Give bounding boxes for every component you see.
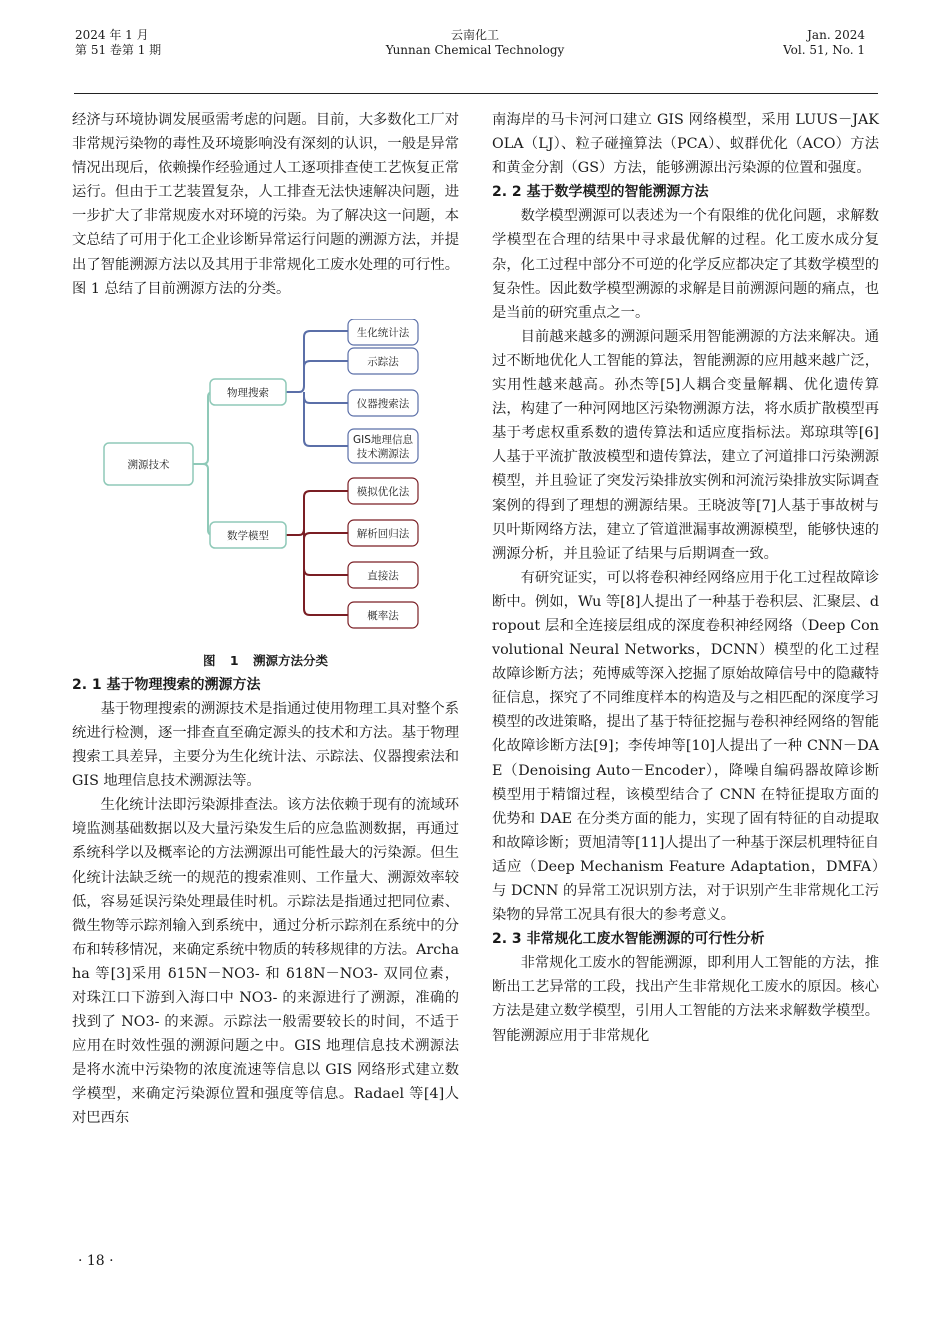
leaf-probability-label: 概率法 <box>367 609 399 622</box>
leaf-tracer-label: 示踪法 <box>367 355 399 368</box>
header-volume-en: Vol. 51, No. 1 <box>783 43 865 57</box>
journal-title-en: Yunnan Chemical Technology <box>385 43 565 57</box>
connectors-math <box>286 491 348 615</box>
left-paragraph-1: 经济与环境协调发展亟需考虑的问题。目前，大多数化工厂对非常规污染物的毒性及环境影响没有深刻的认识，一般是异常情况出现后，依赖操作经验通过人工逐项排查使工艺恢复正常运行。但由于工艺装置复杂，人工排查无法快速解决问题，进一步扩大了非常规废水对环境的污染。为了解决这一问题，本文总结了可用于化工企业诊断异常运行问题的溯源方法，并提出了智能溯源方法以及其用于非常规化工废水处理的可行性。图 1 总结了目前溯源方法的分类。 <box>72 112 459 297</box>
header-date-en: Jan. 2024 <box>807 28 865 42</box>
right-paragraph-4: 有研究证实，可以将卷积神经网络应用于化工过程故障诊断中。例如，Wu 等[8]人提出了一种基于卷积层、汇聚层、dropout 层和全连接层组成的深度卷积神经网络（Deep Convolutional Neural Networks，DCNN）模型的化工过程故障诊断方法；苑博威等深入挖掘了原始故障信号中的隐藏特征信息，探究了不同维度样本的构造及与之相匹配的深度学习模型的改进策略，提出了基于特征挖掘与卷积神经网络的智能化故障诊断方法[9]；李传坤等[10]人提出了一种 CNN－DAE（Denoising Auto－Encoder），降噪自编码器故障诊断模型用于精馏过程，该模型结合了 CNN 在特征提取方面的优势和 DAE 在分类方面的能力，实现了固有特征的自动提取和故障诊断；贾旭清等[11]人提出了一种基于深层机理特征自适应（Deep Mechanism Feature Adaptation，DMFA）与 DCNN 的异常工况识别方法，对于识别产生非常规化工污染物的异常工况具有很大的参考意义。 <box>492 569 879 924</box>
figure-1 <box>72 319 459 647</box>
left-paragraph-2: 基于物理搜索的溯源技术是指通过使用物理工具对整个系统进行检测，逐一排查直至确定源头的技术和方法。基于物理搜索工具差异，主要分为生化统计法、示踪法、仪器搜索法和 GIS 地理信息技术溯源法等。 <box>72 700 459 790</box>
right-paragraph-5: 非常规化工废水的智能溯源，即利用人工智能的方法，推断出工艺异常的工段，找出产生非常规化工废水的原因。核心方法是建立数学模型，引用人工智能的方法来求解数学模型。智能溯源应用于非常规化 <box>492 955 879 1044</box>
header-volume-cn: 第 51 卷第 1 期 <box>75 43 162 57</box>
right-column <box>492 108 879 1048</box>
leaf-simopt-label: 模拟优化法 <box>356 485 410 498</box>
figure-1-diagram <box>72 319 459 647</box>
leaf-direct-label: 直接法 <box>367 569 399 582</box>
leaf-instrument-label: 仪器搜索法 <box>356 397 410 410</box>
left-paragraph-3: 生化统计法即污染源排查法。该方法依赖于现有的流域环境监测基础数据以及大量污染发生后的应急监测数据，再通过系统科学以及概率论的方法溯源出可能性最大的污染源。但生化统计法缺乏统一的规范的搜索准则、工作量大、溯源效率较低，容易延误污染处理最佳时机。示踪法是指通过把同位素、微生物等示踪剂输入到系统中，通过分析示踪剂在系统中的分布和转移情况，来确定系统中物质的转移规律的方法。Archaha 等[3]采用 δ15N－NO3- 和 δ18N－NO3- 双同位素，对珠江口下游到入海口中 NO3- 的来源进行了溯源，准确的找到了 NO3- 的来源。示踪法一般需要较长的时间，不适于应用在时效性强的溯源问题之中。GIS 地理信息技术溯源法是将水流中污染物的浓度流速等信息以 GIS 网络形式建立数学模型，来确定污染源位置和强度等信息。Radael 等[4]人对巴西东 <box>72 797 459 1127</box>
leaf-gis-label-line1: GIS地理信息 <box>353 433 413 446</box>
header-rule <box>74 93 878 94</box>
section-2-2-title: 2. 2 基于数学模型的智能溯源方法 <box>492 184 709 201</box>
branch-math-label: 数学模型 <box>227 529 269 542</box>
section-2-3-title: 2. 3 非常规化工废水智能溯源的可行性分析 <box>492 931 765 948</box>
page-number: · 18 · <box>78 1253 114 1269</box>
journal-title-cn: 云南化工 <box>450 28 499 42</box>
header-date-cn: 2024 年 1 月 <box>75 28 149 42</box>
branch-physical-label: 物理搜索 <box>227 386 269 399</box>
leaf-gis-label-line2: 技术溯源法 <box>356 447 410 460</box>
right-paragraph-1: 南海岸的马卡河河口建立 GIS 网络模型，采用 LUUS－JAKOLA（LJ）、粒子碰撞算法（PCA）、蚁群优化（ACO）方法和黄金分割（GS）方法，能够溯源出污染源的位置和强度。 <box>492 112 879 177</box>
right-paragraph-2: 数学模型溯源可以表述为一个有限维的优化问题，求解数学模型在合理的结果中寻求最优解的过程。化工废水成分复杂，化工过程中部分不可逆的化学反应都决定了其数学模型的复杂性。因此数学模型溯源的求解是目前溯源问题的痛点，也是当前的研究重点之一。 <box>492 208 879 321</box>
figure-1-caption: 图 1 溯源方法分类 <box>203 652 328 668</box>
leaf-biostat-label: 生化统计法 <box>356 326 410 339</box>
right-paragraph-3: 目前越来越多的溯源问题采用智能溯源的方法来解决。通过不断地优化人工智能的算法，智能溯源的应用越来越广泛，实用性越来越高。孙杰等[5]人耦合变量解耦、优化遗传算法，构建了一种河网地区污染物溯源方法，将水质扩散模型再基于考虑权重系数的遗传算法和适应度指标法。郑琼琪等[6]人基于平流扩散波模型和遗传算法，建立了河道排口污染溯源模型，并且验证了突发污染排放实例和河流污染排放实际调查案例的得到了理想的溯源结果。王晓波等[7]人基于事故树与贝叶斯网络方法，建立了管道泄漏事故溯源模型，能够快速的溯源分析，并且验证了结果与后期调查一致。 <box>492 328 879 562</box>
left-column <box>72 108 459 1131</box>
leaf-regression-label: 解析回归法 <box>356 527 410 540</box>
section-2-1-title: 2. 1 基于物理搜索的溯源方法 <box>72 676 261 693</box>
root-label: 溯源技术 <box>127 458 170 471</box>
connectors-physical <box>286 331 348 446</box>
header-right <box>783 28 865 58</box>
